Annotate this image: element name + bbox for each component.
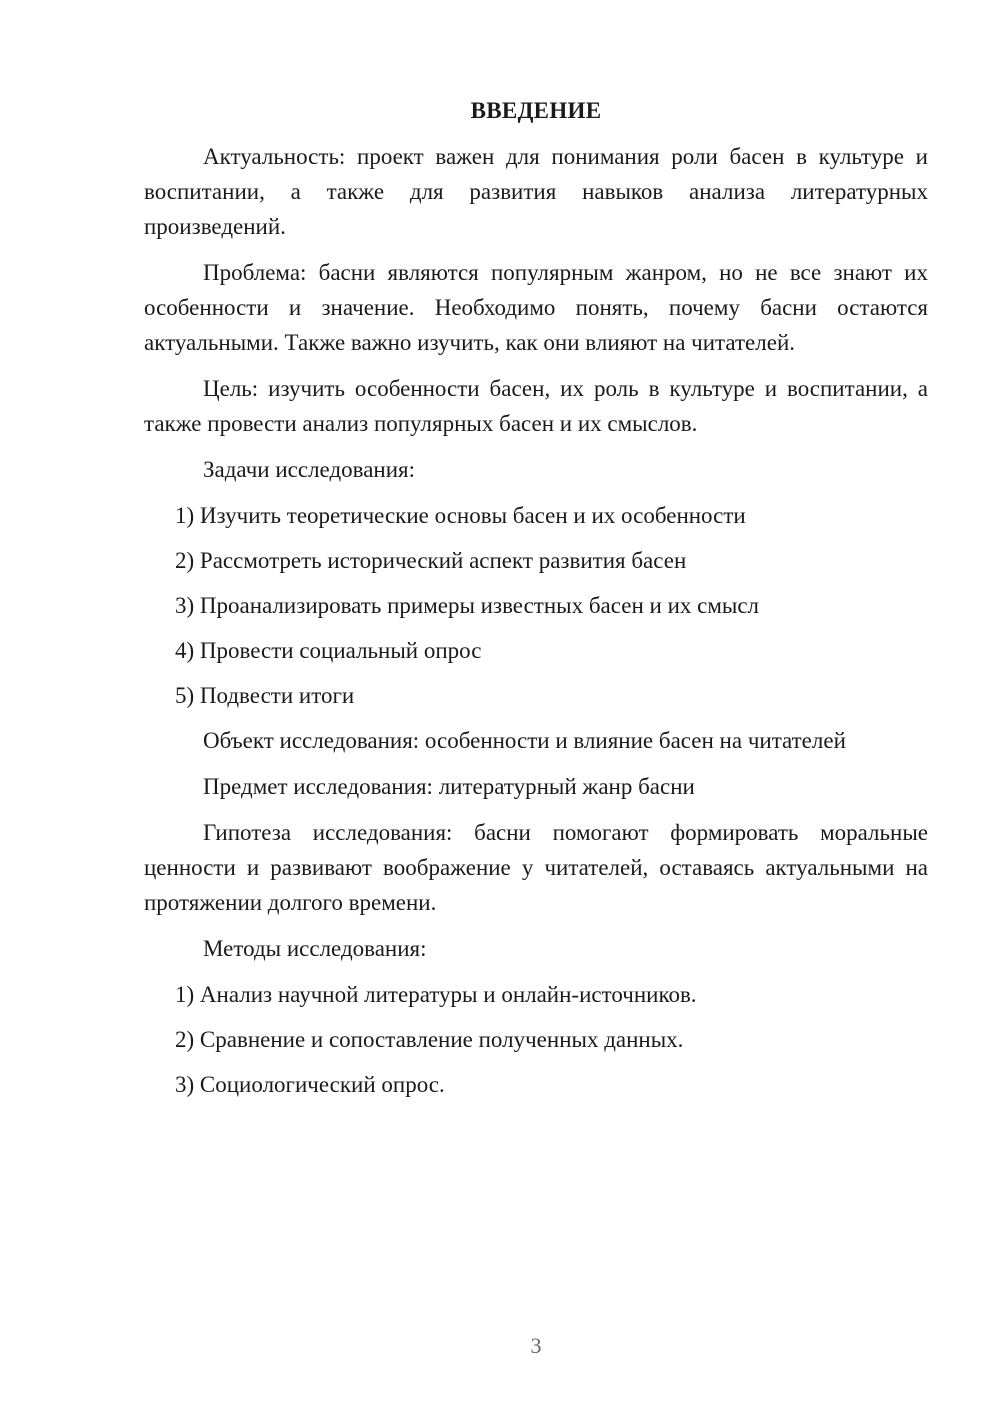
task-item: 2) Рассмотреть исторический аспект развития басен xyxy=(175,548,687,573)
methods-heading: Методы исследования: xyxy=(203,936,427,961)
relevance-paragraph: Актуальность: проект важен для понимания роли басен в культуре и воспитании, а также для развития навыков анализа литературных произведений. xyxy=(144,144,928,239)
page-content xyxy=(144,94,928,1112)
method-item: 2) Сравнение и сопоставление полученных данных. xyxy=(175,1027,684,1052)
method-item: 3) Социологический опрос. xyxy=(175,1072,445,1097)
page-title: ВВЕДЕНИЕ xyxy=(470,98,602,123)
goal-paragraph: Цель: изучить особенности басен, их роль в культуре и воспитании, а также провести анализ популярных басен и их смыслов. xyxy=(144,376,928,436)
task-item: 5) Подвести итоги xyxy=(175,683,355,708)
hypothesis-paragraph: Гипотеза исследования: басни помогают формировать моральные ценности и развивают воображение у читателей, оставаясь актуальными на протяжении долгого времени. xyxy=(144,820,928,915)
task-item: 1) Изучить теоретические основы басен и их особенности xyxy=(175,503,746,528)
object-paragraph: Объект исследования: особенности и влияние басен на читателей xyxy=(203,728,846,753)
methods-list xyxy=(144,977,928,1102)
method-item: 1) Анализ научной литературы и онлайн-источников. xyxy=(175,982,697,1007)
task-item: 3) Проанализировать примеры известных басен и их смысл xyxy=(175,593,760,618)
tasks-list xyxy=(144,498,928,713)
page-number: 3 xyxy=(530,1333,542,1358)
problem-paragraph: Проблема: басни являются популярным жанром, но не все знают их особенности и значение. Необходимо понять, почему басни остаются актуальными. Также важно изучить, как они влияют на читателей. xyxy=(144,260,928,355)
task-item: 4) Провести социальный опрос xyxy=(175,638,482,663)
subject-paragraph: Предмет исследования: литературный жанр басни xyxy=(203,774,695,799)
tasks-heading: Задачи исследования: xyxy=(203,457,416,482)
